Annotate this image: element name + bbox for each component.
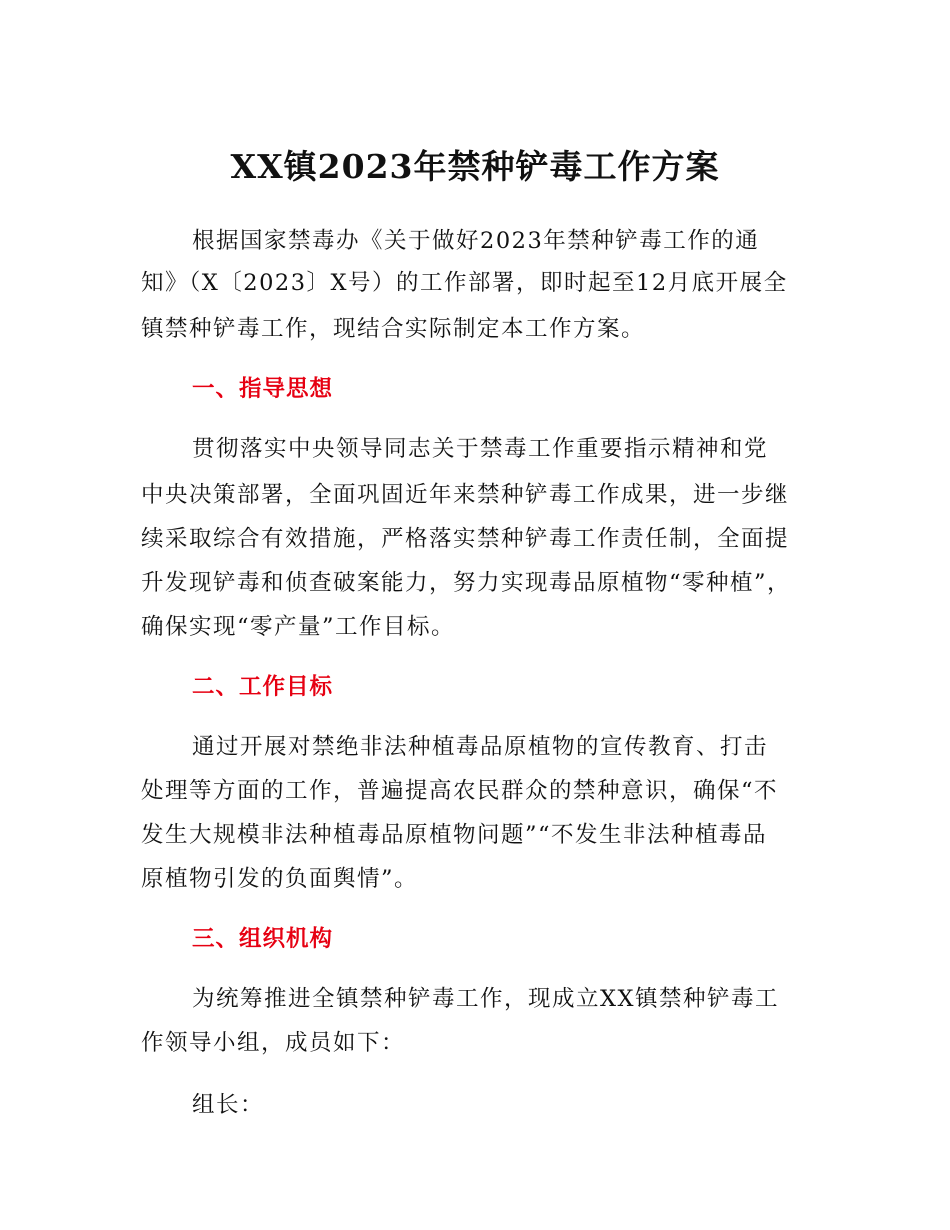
section2-line-1: 通过开展对禁绝非法种植毒品原植物的宣传教育、打击 (192, 734, 769, 760)
section1-line-2: 中央决策部署，全面巩固近年来禁种铲毒工作成果，进一步继 (141, 482, 790, 508)
document-title: XX镇2023年禁种铲毒工作方案 (230, 147, 720, 186)
section3-line-2: 作领导小组，成员如下： (141, 1030, 406, 1056)
section1-line-3: 续采取综合有效措施，严格落实禁种铲毒工作责任制，全面提 (141, 526, 790, 552)
section-heading-organization: 三、组织机构 (192, 926, 334, 952)
section2-line-2: 处理等方面的工作，普遍提高农民群众的禁种意识，确保“不 (141, 778, 779, 804)
intro-line-1: 根据国家禁毒办《关于做好2023年禁种铲毒工作的通 (192, 228, 760, 254)
intro-line-2: 知》（X〔2023〕X号）的工作部署，即时起至12月底开展全 (141, 270, 788, 296)
section-heading-work-goals: 二、工作目标 (192, 674, 334, 700)
section1-line-4: 升发现铲毒和侦查破案能力，努力实现毒品原植物“零种植”， (141, 570, 792, 596)
section2-line-4: 原植物引发的负面舆情”。 (141, 866, 419, 892)
section1-line-1: 贯彻落实中央领导同志关于禁毒工作重要指示精神和党 (192, 436, 769, 462)
section-heading-guiding-ideology: 一、指导思想 (192, 376, 334, 402)
section2-line-3: 发生大规模非法种植毒品原植物问题”“不发生非法种植毒品 (141, 822, 768, 848)
intro-line-3: 镇禁种铲毒工作，现结合实际制定本工作方案。 (141, 316, 646, 342)
section1-line-5: 确保实现“零产量”工作目标。 (141, 614, 456, 640)
section3-line-1: 为统筹推进全镇禁种铲毒工作，现成立XX镇禁种铲毒工 (192, 986, 780, 1012)
group-leader-label: 组长： (192, 1092, 265, 1118)
